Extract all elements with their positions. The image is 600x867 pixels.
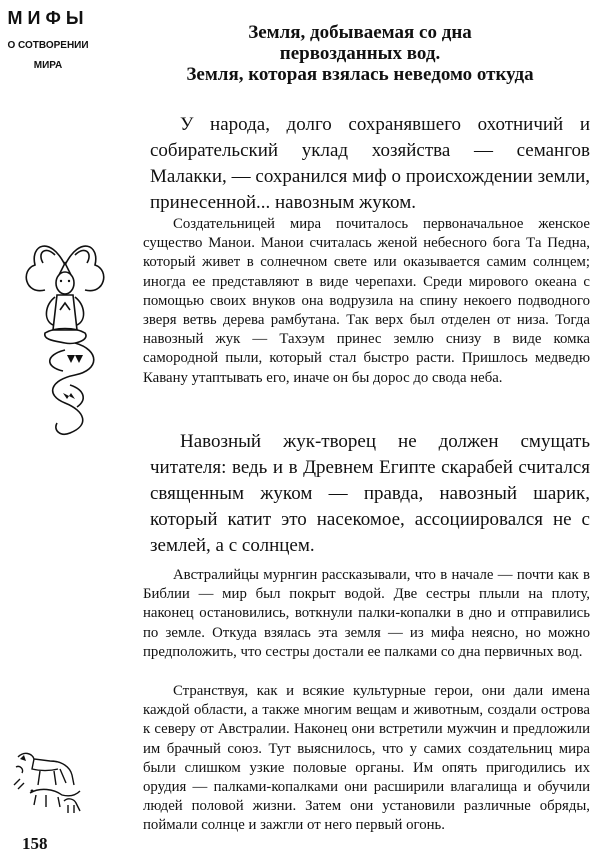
body-paragraph-4 — [143, 566, 590, 662]
page-number: 158 — [22, 834, 48, 853]
paragraph-text: Навозный жук-творец не должен смущать читателя: ведь и в Древнем Египте скарабей считался священным жуком — правда, навозный шарик, который катит это насекомое, ассоциировался не с землей, а с солнцем. — [150, 431, 590, 556]
deity-serpent-illustration — [15, 225, 115, 445]
body-paragraph-3 — [150, 429, 590, 559]
body-paragraph-5 — [143, 682, 590, 836]
title-line-2: первозданных вод. — [279, 43, 441, 64]
paragraph-text: У народа, долго сохранявшего охотничий и собирательский уклад хозяйства — семангов Малакки, — сохранился миф о происхождении земли, принесенной... навозным жуком. — [150, 114, 590, 213]
running-head — [0, 8, 96, 74]
paragraph-text: Странствуя, как и всякие культурные герои, они дали имена каждой области, а также многим вещам и животным, создали острова к северу от Австралии. Наконец они встретили мужчин и предложили им брачный союз. Тут выяснилось, что у самих создательниц мира были слишком узкие половые органы. Им опять пригодились их орудия — палками-копалками они расширили влагалища и обучили людей половой жизни. Затем они установили различные обряды, поймали солнце и зажгли от него первый огонь. — [143, 683, 590, 834]
title-line-3: Земля, которая взялась неведомо откуда — [186, 64, 534, 85]
paragraph-text: Австралийцы мурнгин рассказывали, что в начале — почти как в Библии — мир был покрыт водой. Две сестры плыли на плоту, наконец остановились, воткнули палки-копалки в дно и отправились по земле. Откуда взялась эта земля — из мифа неясно, но можно предположить, что сестры достали ее палками со дна первичных вод. — [143, 567, 590, 660]
series-title: МИФЫ — [7, 8, 89, 28]
body-paragraph-2 — [143, 215, 590, 388]
body-paragraph-1 — [150, 112, 590, 216]
animals-illustration — [10, 745, 85, 815]
paragraph-text: Создательницей мира почиталось первоначальное женское существо Манои. Манои считалась женой небесного бога Та Педна, который живет в солнечном свете или оказывается самим солнцем; иногда ее представляют в виде черепахи. Среди мирового океана с помощью своих внуков она водрузила на спину некоего подводного зверя ветвь дерева рамбутана. Так верх был отделен от низа. Тогда навозный жук — Тахэум принес землю снизу в виде комка самородной пыли, который стал быстро расти. Пришлось медведю Кавану утаптывать его, иначе он бы дорос до свода неба. — [143, 216, 590, 386]
title-line-1: Земля, добываемая со дна — [248, 22, 472, 43]
series-subtitle-2: МИРА — [33, 60, 63, 71]
chapter-title — [140, 22, 580, 85]
series-subtitle-1: О СОТВОРЕНИИ — [7, 40, 89, 51]
